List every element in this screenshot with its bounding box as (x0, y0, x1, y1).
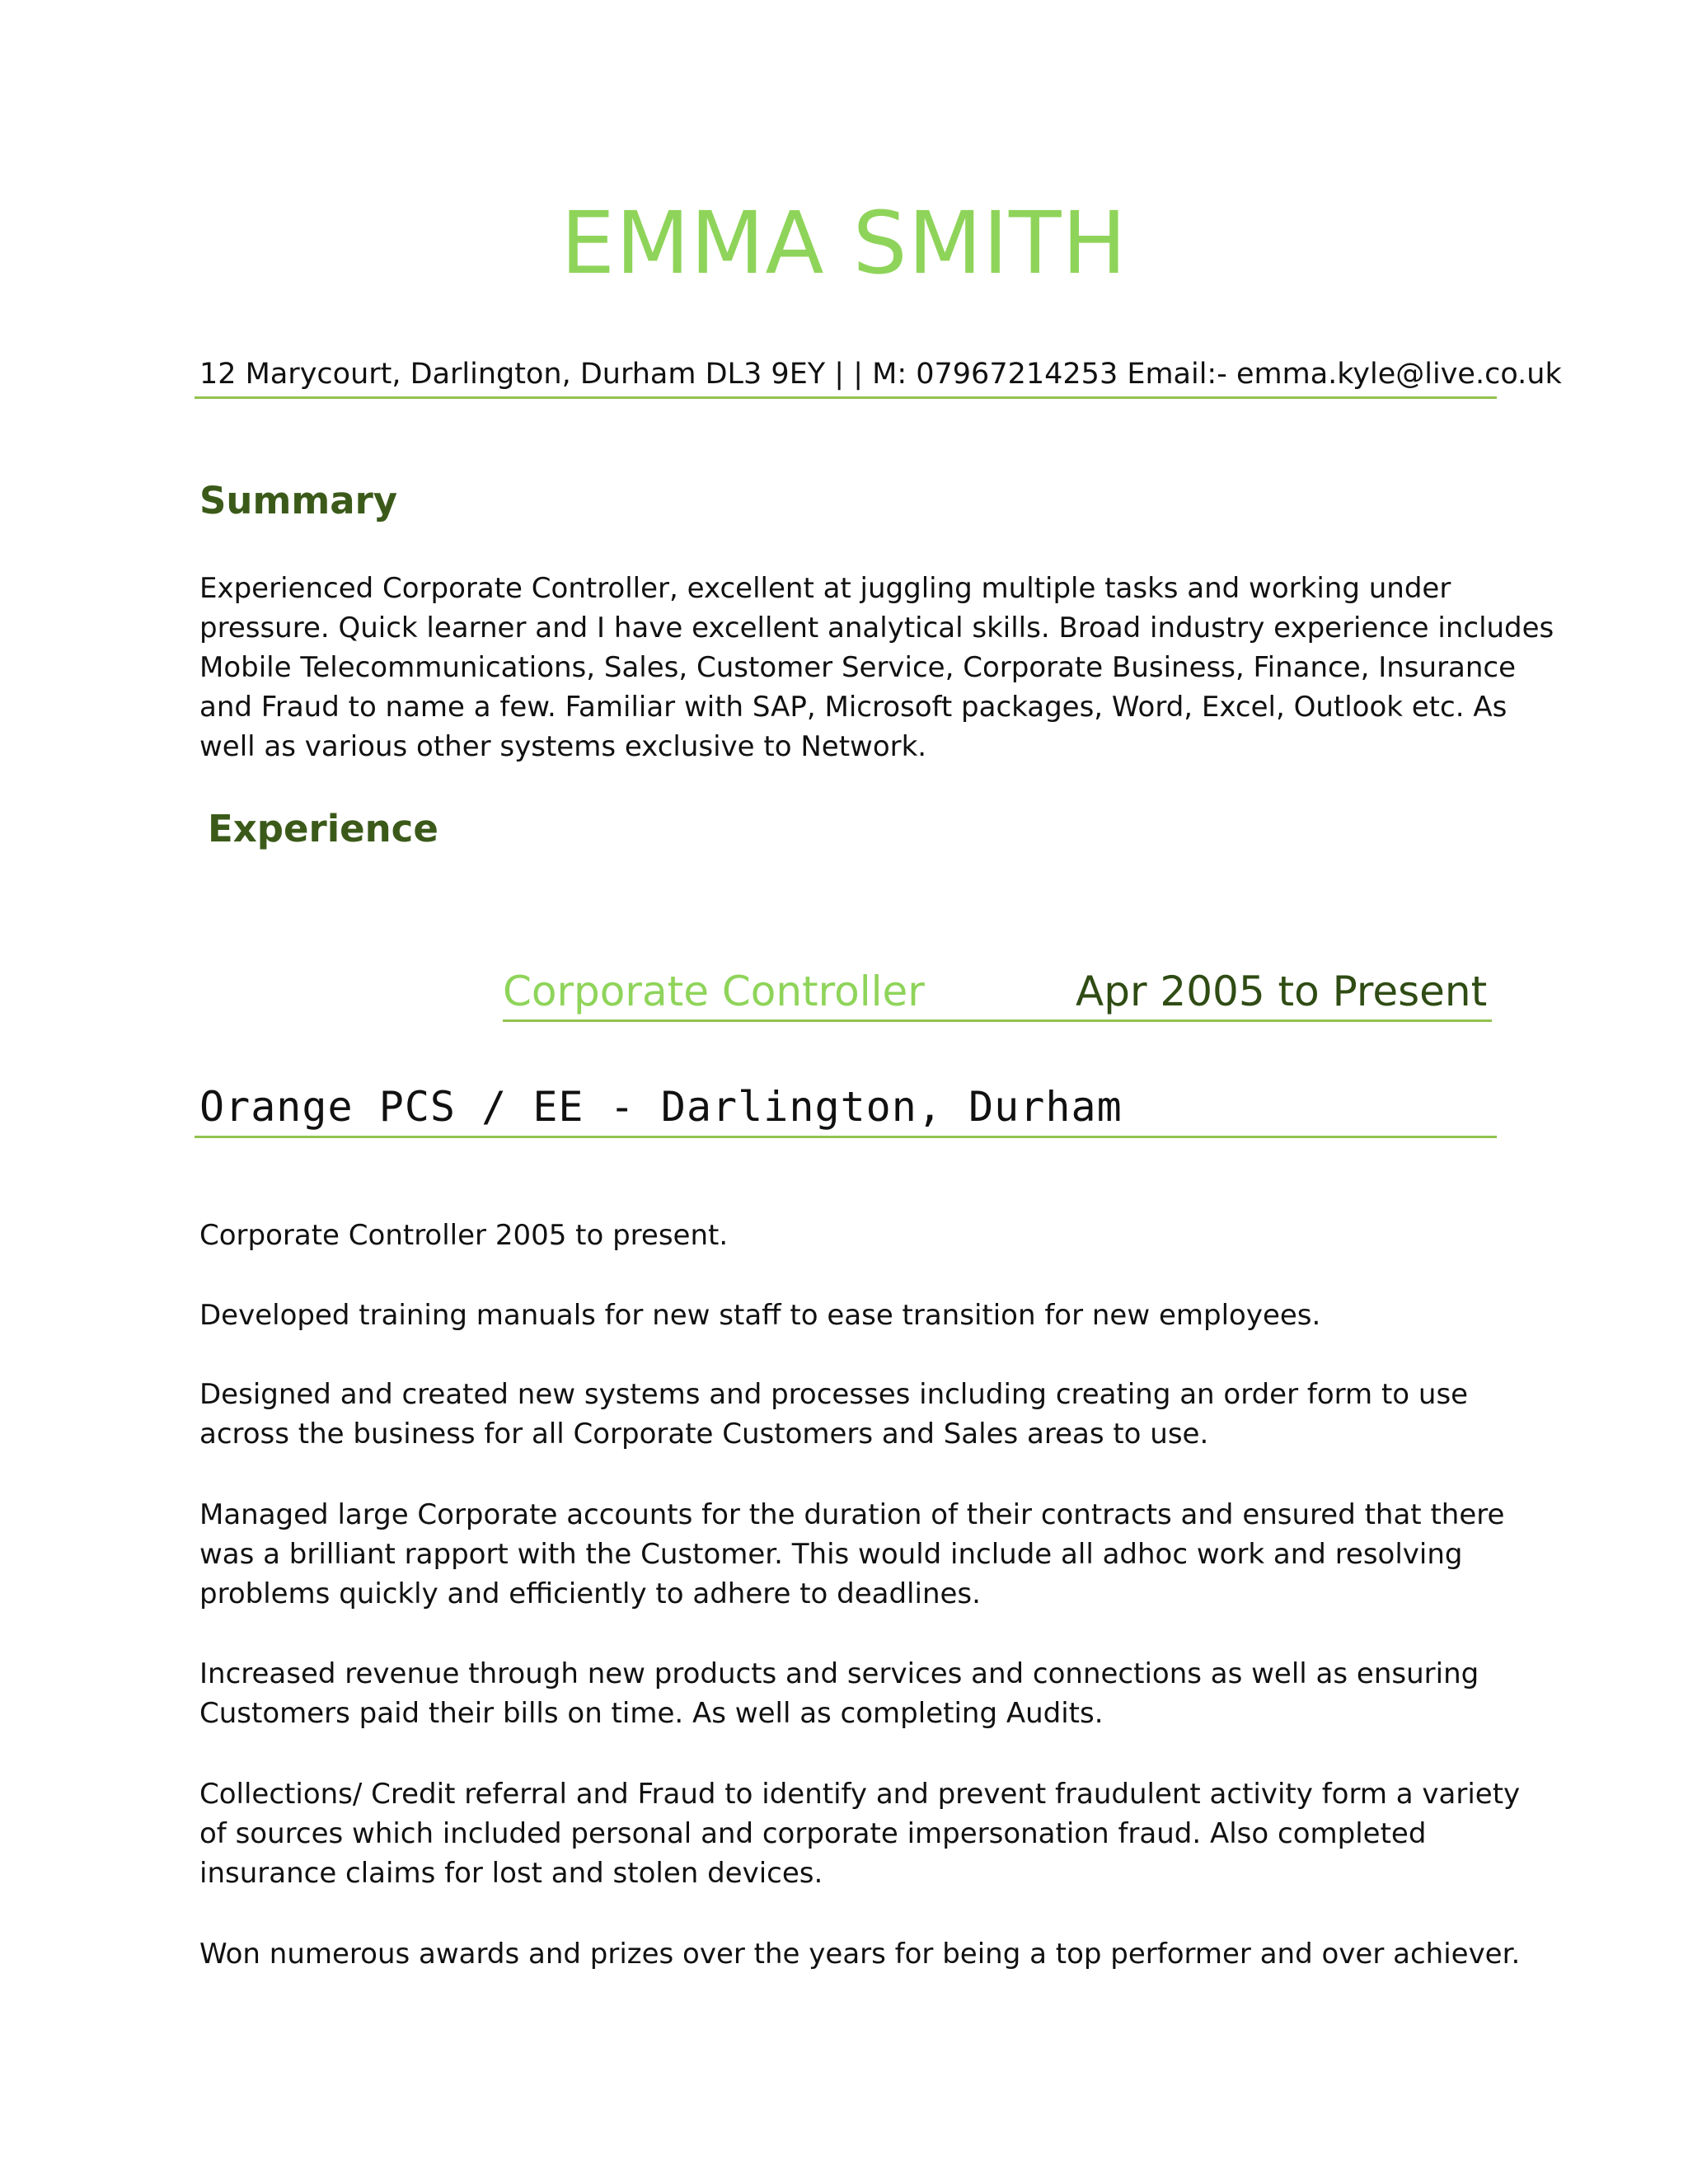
experience-line: across the business for all Corporate Customers and Sales areas to use. (199, 1418, 1209, 1451)
experience-line: Won numerous awards and prizes over the years for being a top performer and over achiever. (199, 1938, 1521, 1971)
company-divider (195, 1136, 1497, 1138)
summary-line: Experienced Corporate Controller, excellent at juggling multiple tasks and working under (199, 572, 1451, 605)
experience-line: Designed and created new systems and processes including creating an order form to use (199, 1378, 1469, 1411)
experience-line: Managed large Corporate accounts for the duration of their contracts and ensured that there (199, 1498, 1505, 1531)
job-dates: Apr 2005 to Present (1076, 968, 1488, 1015)
company-name: Orange PCS / EE - Darlington, Durham (199, 1083, 1123, 1131)
summary-line: well as various other systems exclusive to Network. (199, 730, 927, 763)
summary-line: and Fraud to name a few. Familiar with SAP, Microsoft packages, Word, Excel, Outlook etc. As (199, 691, 1507, 724)
candidate-name: EMMA SMITH (560, 193, 1128, 293)
experience-line: problems quickly and efficiently to adhere to deadlines. (199, 1577, 981, 1610)
experience-paragraph (199, 1774, 1521, 1893)
experience-paragraph (199, 1216, 1502, 1255)
summary-heading: Summary (199, 479, 398, 523)
experience-line: Collections/ Credit referral and Fraud to identify and prevent fraudulent activity form a variety (199, 1778, 1521, 1811)
experience-paragraph (199, 1375, 1502, 1454)
experience-paragraph (199, 1296, 1502, 1335)
job-title-divider (503, 1019, 1492, 1022)
summary-line: Mobile Telecommunications, Sales, Customer Service, Corporate Business, Finance, Insurance (199, 651, 1517, 684)
job-title: Corporate Controller (503, 968, 925, 1015)
experience-line: of sources which included personal and corporate impersonation fraud. Also completed (199, 1817, 1427, 1850)
experience-line: insurance claims for lost and stolen devices. (199, 1857, 823, 1890)
experience-paragraph (199, 1934, 1521, 1974)
summary-text (199, 569, 1554, 766)
experience-line: Customers paid their bills on time. As well as completing Audits. (199, 1697, 1104, 1730)
contact-details: 12 Marycourt, Darlington, Durham DL3 9EY | | M: 07967214253 Email:- emma.kyle@live.co.uk (199, 358, 1562, 391)
experience-line: Developed training manuals for new staff to ease transition for new employees. (199, 1299, 1321, 1332)
experience-line: was a brilliant rapport with the Customer. This would include all adhoc work and resolving (199, 1538, 1463, 1571)
contact-divider (195, 396, 1497, 399)
experience-paragraph (199, 1495, 1505, 1614)
experience-line: Increased revenue through new products and services and connections as well as ensuring (199, 1657, 1479, 1690)
summary-line: pressure. Quick learner and I have excellent analytical skills. Broad industry experience includes (199, 612, 1554, 644)
experience-heading: Experience (208, 807, 438, 851)
experience-line: Corporate Controller 2005 to present. (199, 1219, 729, 1252)
experience-paragraph (199, 1654, 1502, 1733)
